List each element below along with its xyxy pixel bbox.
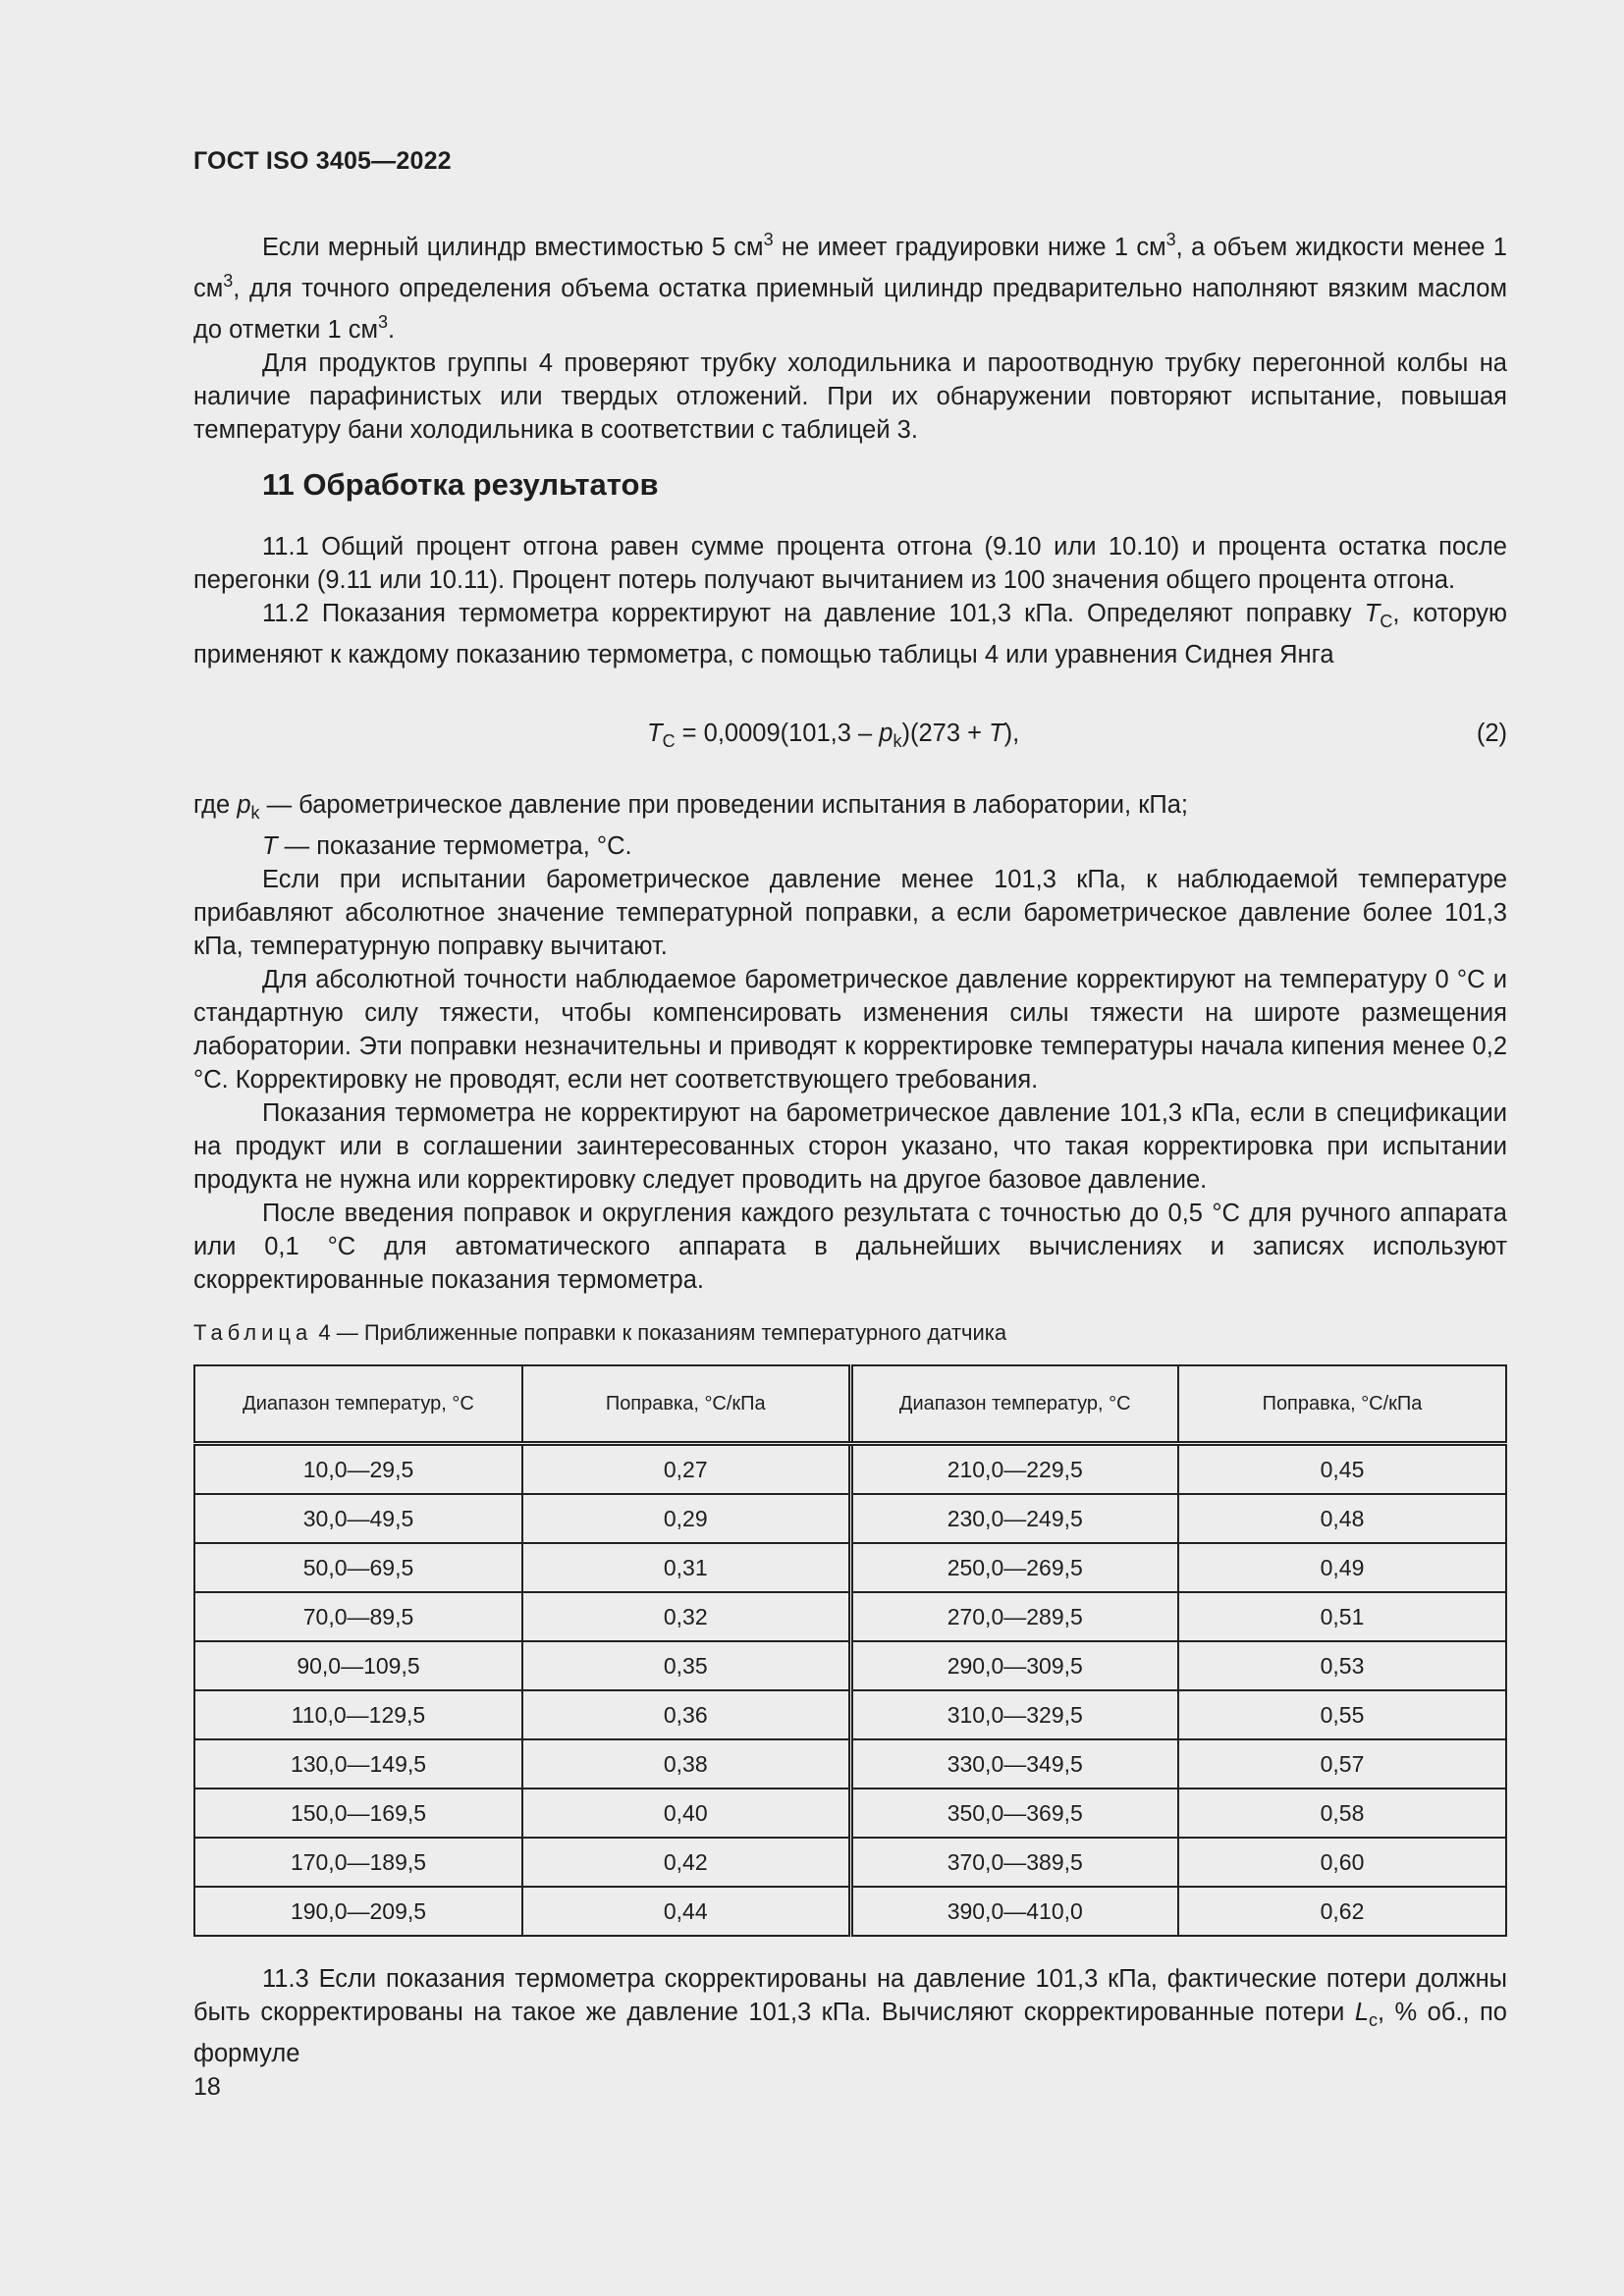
table-row: 30,0—49,5 0,29 230,0—249,5 0,48	[194, 1494, 1506, 1543]
section-11-3-block	[193, 1962, 1507, 2070]
paragraph-11-2: 11.2 Показания термометра корректируют на давление 101,3 кПа. Определяют поправку $T_C$, которую применяют к каждому показанию термометра, с помощью таблицы 4 или уравнения Сиднея Янга	[193, 600, 1507, 668]
table-row: 50,0—69,5 0,31 250,0—269,5 0,49	[194, 1543, 1506, 1592]
section-heading: 11 Обработка результатов	[262, 467, 659, 502]
table-row: 110,0—129,5 0,36 310,0—329,5 0,55	[194, 1690, 1506, 1739]
paragraph-group4: Для продуктов группы 4 проверяют трубку холодильника и пароотводную трубку перегонной колбы на наличие парафинистых или твердых отложений. При их обнаружении повторяют испытание, повышая температуру бани холодильника в соответствии с таблицей 3.	[193, 349, 1507, 444]
table-row: 130,0—149,5 0,38 330,0—349,5 0,57	[194, 1739, 1506, 1789]
table-row: 170,0—189,5 0,42 370,0—389,5 0,60	[194, 1838, 1506, 1887]
where-line: где $p_k$ — барометрическое давление при проведении испытания в лаборатории, кПа;	[193, 791, 1188, 823]
table-row: 10,0—29,5 0,27 210,0—229,5 0,45	[194, 1444, 1506, 1495]
paragraph-absolute-accuracy: Для абсолютной точности наблюдаемое барометрическое давление корректируют на температуру 0 °С и стандартную силу тяжести, чтобы компенсировать изменения силы тяжести на широте размещения лаборатории. Эти поправки незначительны и приводят к корректировке температуры начала кипения менее 0,2 °С. Корректировку не проводят, если нет соответствующего требования.	[193, 966, 1507, 1094]
table-row: 90,0—109,5 0,35 290,0—309,5 0,53	[194, 1641, 1506, 1690]
table-caption: Таблица 4 — Приближенные поправки к показаниям температурного датчика	[193, 1320, 1007, 1345]
paragraph-no-correction: Показания термометра не корректируют на барометрическое давление 101,3 кПа, если в спецификации на продукт или в соглашении заинтересованных сторон указано, что такая корректировка при испытании продукта не нужна или корректировку следует проводить на другое базовое давление.	[193, 1099, 1507, 1194]
paragraph-11-1: 11.1 Общий процент отгона равен сумме процента отгона (9.10 или 10.10) и процента остатка после перегонки (9.11 или 10.11). Процент потерь получают вычитанием из 100 значения общего процента отгона.	[193, 533, 1507, 594]
paragraph-pressure-rule: Если при испытании барометрическое давление менее 101,3 кПа, к наблюдаемой температуре прибавляют абсолютное значение температурной поправки, а если барометрическое давление более 101,3 кПа, температурную поправку вычитают.	[193, 866, 1507, 960]
paragraph-cylinder: Если мерный цилиндр вместимостью 5 $см^3$ не имеет градуировки ниже 1 $см^3$, а объем жидкости менее 1 $см^3$, для точного определения объема остатка приемный цилиндр предварительно наполняют вязким маслом до отметки 1 $см^3$.	[193, 230, 1507, 344]
formula-expression: $T_C = 0,0009(101,3 - p_k)(273 + T)$,	[647, 720, 1020, 751]
table-row: 190,0—209,5 0,44 390,0—410,0 0,62	[194, 1887, 1506, 1936]
intro-block	[193, 223, 1507, 447]
paragraph-rounding: После введения поправок и округления каждого результата с точностью до 0,5 °С для ручного аппарата или 0,1 °С для автоматического аппарата в дальнейших вычислениях и записях используют скорректированные показания термометра.	[193, 1200, 1507, 1294]
correction-table	[193, 1364, 1507, 1937]
explanation-block	[193, 788, 1507, 1297]
header-range-left: Диапазон температур, °С	[194, 1365, 522, 1444]
t-line: T — показание термометра, °С.	[262, 832, 632, 860]
header-correction-right: Поправка, °С/кПа	[1178, 1365, 1506, 1444]
section-11-block	[193, 530, 1507, 671]
document-header: ГОСТ ISO 3405—2022	[193, 147, 452, 175]
table-row: 70,0—89,5 0,32 270,0—289,5 0,51	[194, 1592, 1506, 1641]
formula-number: (2)	[1476, 720, 1507, 747]
table-header-row	[194, 1365, 1506, 1444]
header-range-right: Диапазон температур, °С	[850, 1365, 1178, 1444]
header-correction-left: Поправка, °С/кПа	[522, 1365, 850, 1444]
page-number: 18	[193, 2073, 221, 2101]
paragraph-11-3: 11.3 Если показания термометра скорректированы на давление 101,3 кПа, фактические потери должны быть скорректированы на такое же давление 101,3 кПа. Вычисляют скорректированные потери $L_c$, % об., по формуле	[193, 1965, 1507, 2067]
table-row: 150,0—169,5 0,40 350,0—369,5 0,58	[194, 1789, 1506, 1838]
formula-2	[193, 720, 1507, 753]
